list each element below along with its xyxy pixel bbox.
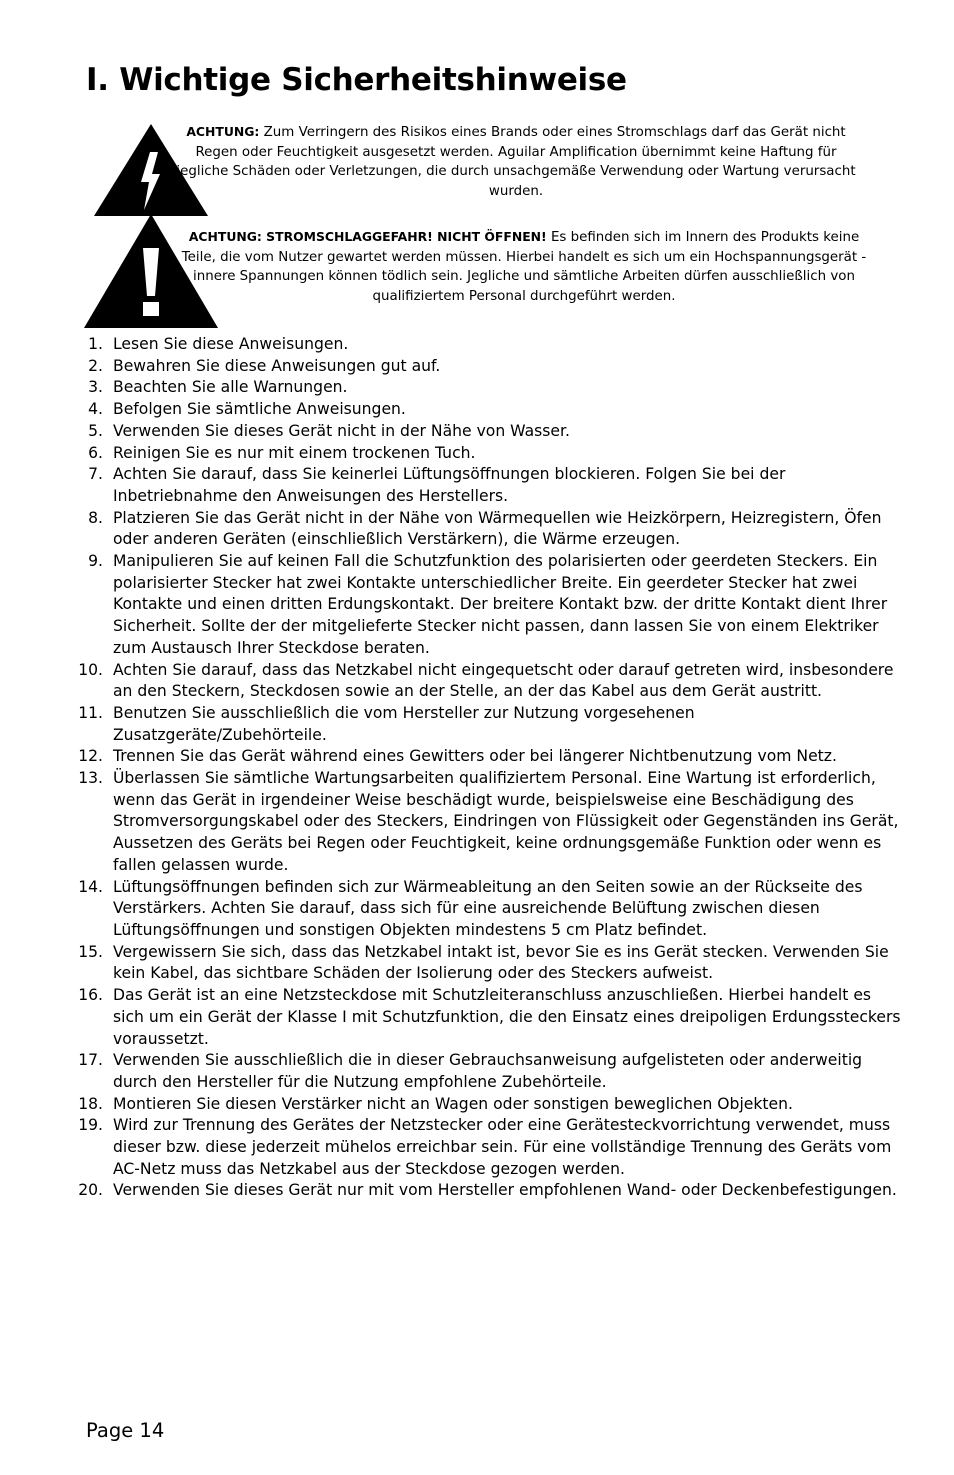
list-item-number: 19. xyxy=(78,1116,103,1135)
warning-label: ACHTUNG: STROMSCHLAGGEFAHR! NICHT ÖFFNEN! xyxy=(188,229,547,244)
list-item-number: 11. xyxy=(78,703,103,722)
list-item xyxy=(66,551,906,660)
list-item xyxy=(66,703,906,746)
list-item xyxy=(66,660,906,703)
list-item-number: 16. xyxy=(78,986,103,1005)
list-item-number: 13. xyxy=(78,769,103,788)
list-item-text: Bewahren Sie diese Anweisungen gut auf. xyxy=(113,356,441,375)
list-item-text: Achten Sie darauf, dass das Netzkabel nicht eingequetscht oder darauf getreten wird, insbesondere an den Steckern, Steckdosen sowie an der Stelle, an der das Kabel aus dem Gerät austritt. xyxy=(113,660,894,701)
list-item xyxy=(66,746,906,768)
warning-fire-shock xyxy=(172,122,860,201)
list-item-text: Reinigen Sie es nur mit einem trockenen Tuch. xyxy=(113,443,476,462)
list-item xyxy=(66,877,906,942)
list-item xyxy=(66,1094,906,1116)
list-item-text: Verwenden Sie dieses Gerät nur mit vom Hersteller empfohlenen Wand- oder Deckenbefestigungen. xyxy=(113,1181,897,1200)
page-title: I. Wichtige Sicherheitshinweise xyxy=(86,62,627,98)
safety-instructions-list xyxy=(66,334,906,1202)
list-item-text: Manipulieren Sie auf keinen Fall die Schutzfunktion des polarisierten oder geerdeten Steckers. Ein polarisierter Stecker hat zwei Kontakte unterschiedlicher Breite. Ein geerdeter Stecker hat zwei Kontakte und einen dritten Erdungskontakt. Der breitere Kontakt bzw. der dritte Kontakt dient Ihrer Sicherheit. Sollte der der mitgelieferte Stecker nicht passen, dann lassen Sie von einem Elektriker zum Austausch Ihrer Steckdose beraten. xyxy=(113,552,888,657)
warning-text: Es befinden sich im Innern des Produkts keine Teile, die vom Nutzer gewartet werden müssen. Hierbei handelt es sich um ein Hochspannungsgerät - innere Spannungen können tödlich sein. Jegliche und sämtliche Arbeiten dürfen ausschließlich von qualifiziertem Personal durchgeführt werden. xyxy=(181,230,867,304)
list-item-text: Vergewissern Sie sich, dass das Netzkabel intakt ist, bevor Sie es ins Gerät stecken. Verwenden Sie kein Kabel, das sichtbare Schäden der Isolierung oder des Steckers aufweist. xyxy=(113,942,889,983)
list-item-number: 12. xyxy=(78,747,103,766)
list-item xyxy=(66,464,906,507)
list-item-number: 8. xyxy=(88,508,103,527)
list-item-text: Platzieren Sie das Gerät nicht in der Nähe von Wärmequellen wie Heizkörpern, Heizregistern, Öfen oder anderen Geräten (einschließlich Verstärkern), die Wärme erzeugen. xyxy=(113,508,882,549)
list-item-text: Verwenden Sie ausschließlich die in dieser Gebrauchsanweisung aufgelisteten oder anderweitig durch den Hersteller für die Nutzung empfohlene Zubehörteile. xyxy=(113,1051,863,1091)
list-item-text: Überlassen Sie sämtliche Wartungsarbeiten qualifiziertem Personal. Eine Wartung ist erforderlich, wenn das Gerät in irgendeiner Weise beschädigt wurde, beispielsweise eine Beschädigung des Stromversorgungskabel oder des Steckers, Eindringen von Flüssigkeit oder Gegenständen ins Gerät, Aussetzen des Geräts bei Regen oder Feuchtigkeit, keine ordnungsgemäße Funktion oder wenn es fallen gelassen wurde. xyxy=(113,769,899,874)
list-item-number: 14. xyxy=(78,877,103,896)
warning-electric-shock xyxy=(180,227,868,306)
list-item-number: 17. xyxy=(78,1051,103,1070)
list-item-text: Lüftungsöffnungen befinden sich zur Wärmeableitung an den Seiten sowie an der Rückseite des Verstärkers. Achten Sie darauf, dass sich für eine ausreichende Belüftung zwischen diesen Lüftungsöffnungen und sonstigen Objekten mindestens 5 cm Platz befindet. xyxy=(113,877,863,939)
warning-text: Zum Verringern des Risikos eines Brands oder eines Stromschlags darf das Gerät nicht Regen oder Feuchtigkeit ausgesetzt werden. Aguilar Amplification übernimmt keine Haftung für jegliche Schäden oder Verletzungen, die durch unsachgemäße Verwendung oder Wartung verursacht wurden. xyxy=(176,125,856,199)
list-item-text: Benutzen Sie ausschließlich die vom Hersteller zur Nutzung vorgesehenen Zusatzgeräte/Zubehörteile. xyxy=(113,703,695,744)
list-item xyxy=(66,377,906,399)
list-item-number: 15. xyxy=(78,942,103,961)
list-item xyxy=(66,1180,906,1202)
list-item xyxy=(66,768,906,877)
list-item-number: 6. xyxy=(88,443,103,462)
page-number: Page 14 xyxy=(86,1419,165,1442)
list-item xyxy=(66,1050,906,1093)
list-item xyxy=(66,1115,906,1180)
list-item-text: Befolgen Sie sämtliche Anweisungen. xyxy=(113,400,406,419)
list-item-number: 18. xyxy=(78,1094,103,1113)
list-item xyxy=(66,399,906,421)
list-item-text: Beachten Sie alle Warnungen. xyxy=(113,378,348,397)
list-item-text: Lesen Sie diese Anweisungen. xyxy=(113,335,349,353)
list-item-number: 5. xyxy=(88,421,103,440)
list-item-text: Verwenden Sie dieses Gerät nicht in der Nähe von Wasser. xyxy=(113,421,570,440)
list-item xyxy=(66,421,906,443)
list-item xyxy=(66,942,906,985)
list-item-number: 20. xyxy=(78,1181,103,1200)
list-item xyxy=(66,443,906,465)
warning-label: ACHTUNG: xyxy=(186,124,260,139)
list-item xyxy=(66,508,906,551)
list-item-number: 7. xyxy=(88,465,103,484)
list-item-text: Montieren Sie diesen Verstärker nicht an Wagen oder sonstigen beweglichen Objekten. xyxy=(113,1094,793,1113)
list-item-text: Trennen Sie das Gerät während eines Gewitters oder bei längerer Nichtbenutzung vom Netz. xyxy=(113,747,837,766)
list-item-number: 9. xyxy=(88,552,103,571)
list-item-number: 3. xyxy=(88,378,103,397)
list-item xyxy=(66,985,906,1050)
list-item-number: 1. xyxy=(88,335,103,353)
list-item xyxy=(66,334,906,356)
list-item-text: Achten Sie darauf, dass Sie keinerlei Lüftungsöffnungen blockieren. Folgen Sie bei der Inbetriebnahme den Anweisungen des Herstellers. xyxy=(113,465,786,505)
list-item-text: Wird zur Trennung des Gerätes der Netzstecker oder eine Gerätesteckvorrichtung verwendet, muss dieser bzw. diese jederzeit mühelos erreichbar sein. Für eine vollständige Trennung des Geräts vom AC-Netz muss das Netzkabel aus der Steckdose gezogen werden. xyxy=(113,1116,892,1178)
list-item-text: Das Gerät ist an eine Netzsteckdose mit Schutzleiteranschluss anzuschließen. Hierbei handelt es sich um ein Gerät der Klasse I mit Schutzfunktion, die den Einsatz eines dreipoligen Erdungssteckers voraussetzt. xyxy=(113,986,901,1048)
list-item-number: 2. xyxy=(88,356,103,375)
list-item-number: 4. xyxy=(88,400,103,419)
list-item xyxy=(66,356,906,378)
list-item-number: 10. xyxy=(78,660,103,679)
